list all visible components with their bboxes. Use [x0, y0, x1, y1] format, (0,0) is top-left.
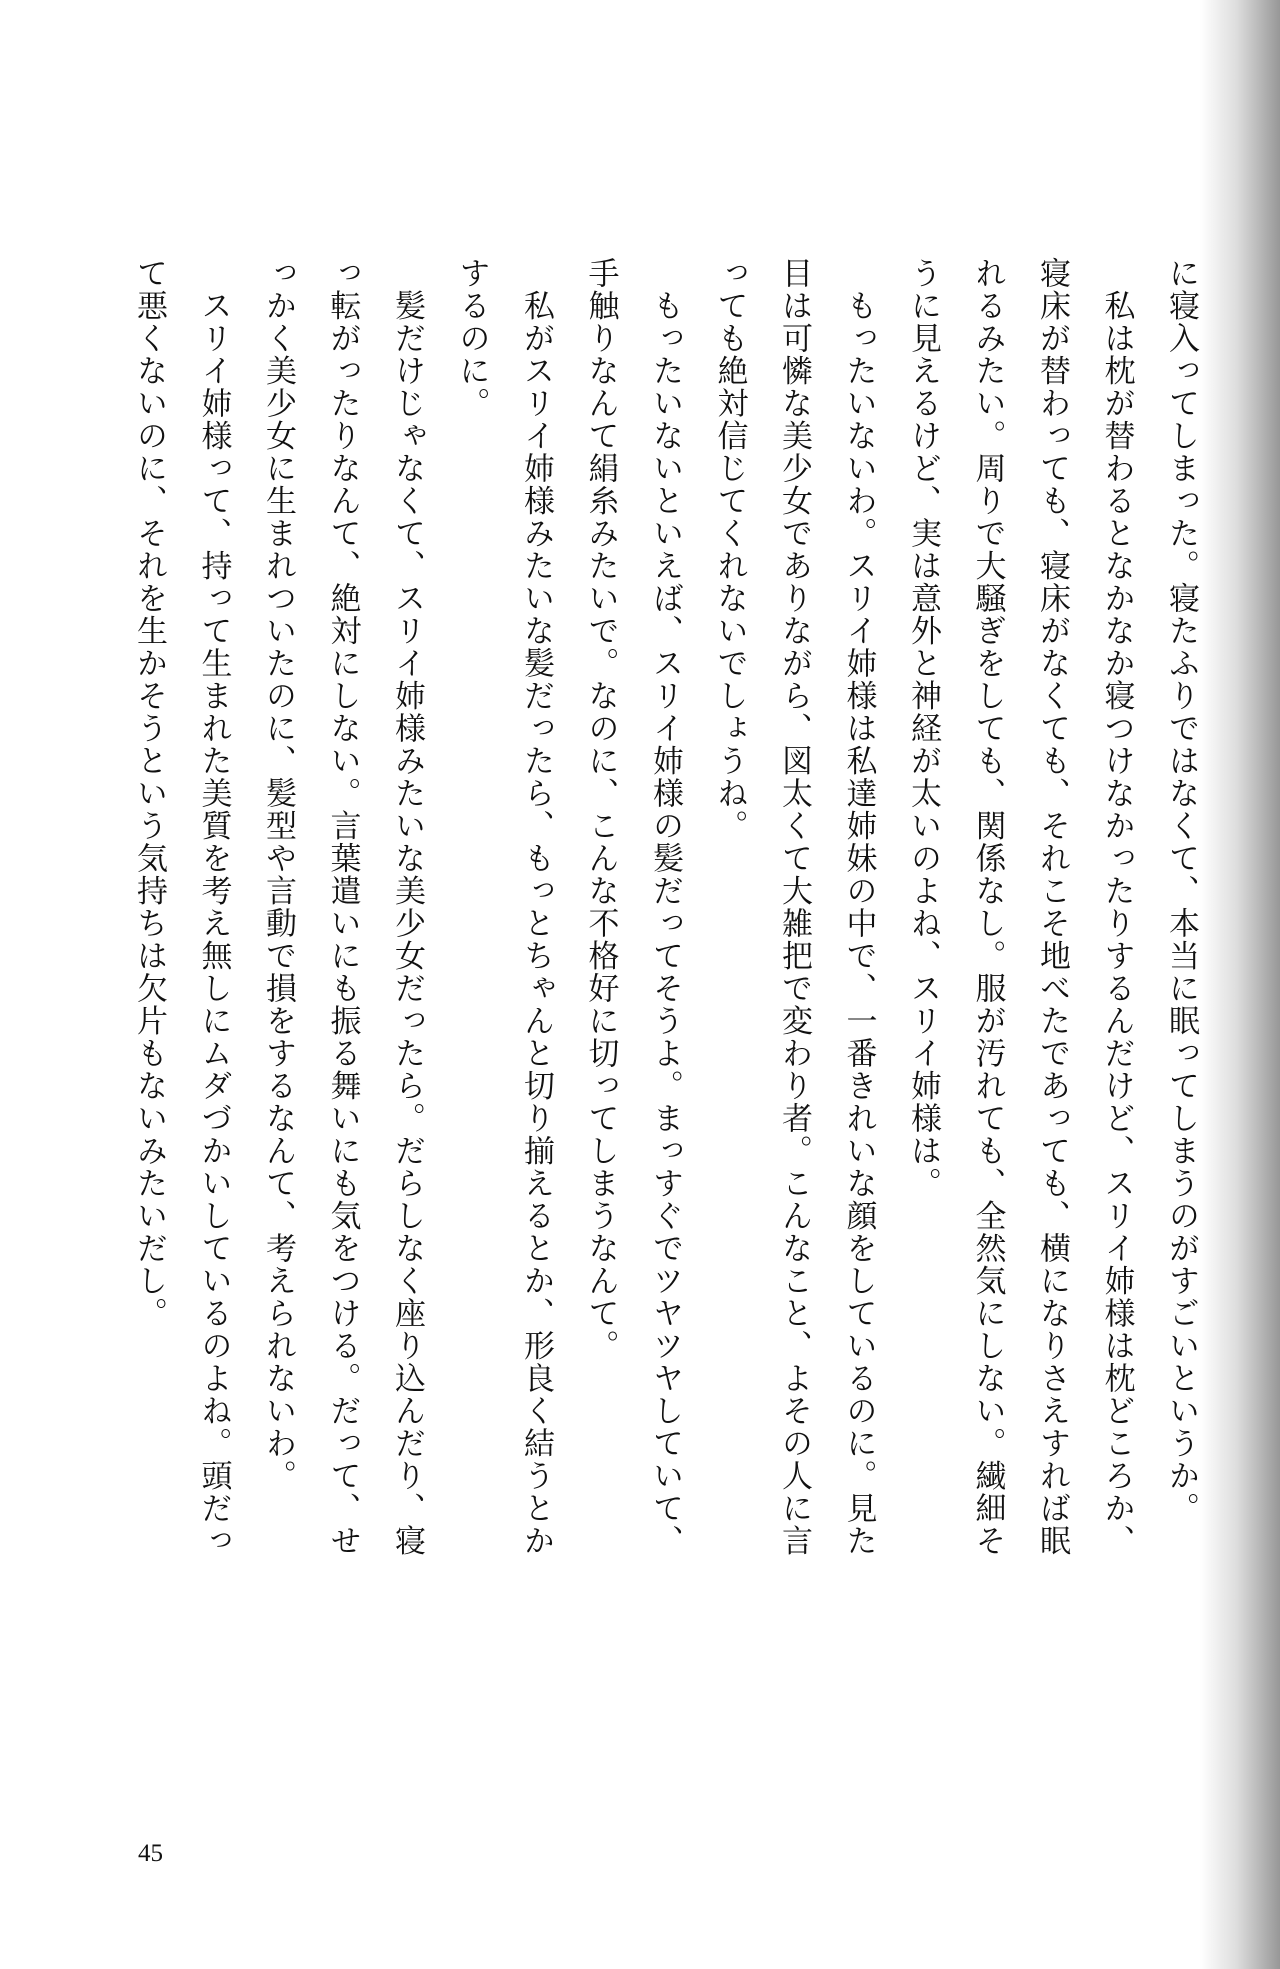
text-column: っても絶対信じてくれないでしょうね。 [711, 257, 748, 842]
text-column: っかく美少女に生まれついたのに、髪型や言動で損をするなんて、考えられないわ。 [260, 257, 296, 1492]
text-column: に寝入ってしまった。寝たふりではなくて、本当に眠ってしまうのがすごいというか。 [1163, 257, 1199, 1525]
text-column: 髪だけじゃなくて、スリイ姉様みたいな美少女だったら。だらしなく座り込んだり、寝 [389, 257, 425, 1557]
text-column: するのに。 [453, 257, 490, 420]
text-column: 目は可憐な美少女でありながら、図太くて大雑把で変わり者。こんなこと、よその人に言 [776, 257, 812, 1557]
page-number: 45 [138, 1840, 163, 1867]
text-column: うに見えるけど、実は意外と神経が太いのよね、スリイ姉様は。 [905, 257, 941, 1200]
text-column: 手触りなんて絹糸みたいで。なのに、こんな不格好に切ってしまうなんて。 [582, 257, 619, 1362]
text-column: 寝床が替わっても、寝床がなくても、それこそ地べたであっても、横になりさえすれば眠 [1034, 257, 1070, 1557]
text-column: スリイ姉様って、持って生まれた美質を考え無しにムダづかいしているのよね。頭だっ [195, 257, 232, 1557]
text-column: もったいないといえば、スリイ姉様の髪だってそうよ。まっすぐでツヤツヤしていて、 [647, 257, 683, 1557]
text-column: もったいないわ。スリイ姉様は私達姉妹の中で、一番きれいな顔をしているのに。見た [840, 257, 877, 1557]
text-column: て悪くないのに、それを生かそうという気持ちは欠片もないみたいだし。 [131, 257, 167, 1330]
vertical-text-body [117, 257, 1214, 1587]
text-column: 私は枕が替わるとなかなか寝つけなかったりするんだけど、スリイ姉様は枕どころか、 [1098, 257, 1135, 1557]
text-column: れるみたい。周りで大騒ぎをしても、関係なし。服が汚れても、全然気にしない。繊細そ [969, 257, 1006, 1557]
text-column: 私がスリイ姉様みたいな髪だったら、もっとちゃんと切り揃えるとか、形良く結うとか [518, 257, 554, 1557]
text-column: っ転がったりなんて、絶対にしない。言葉遣いにも振る舞いにも気をつける。だって、せ [324, 257, 361, 1557]
